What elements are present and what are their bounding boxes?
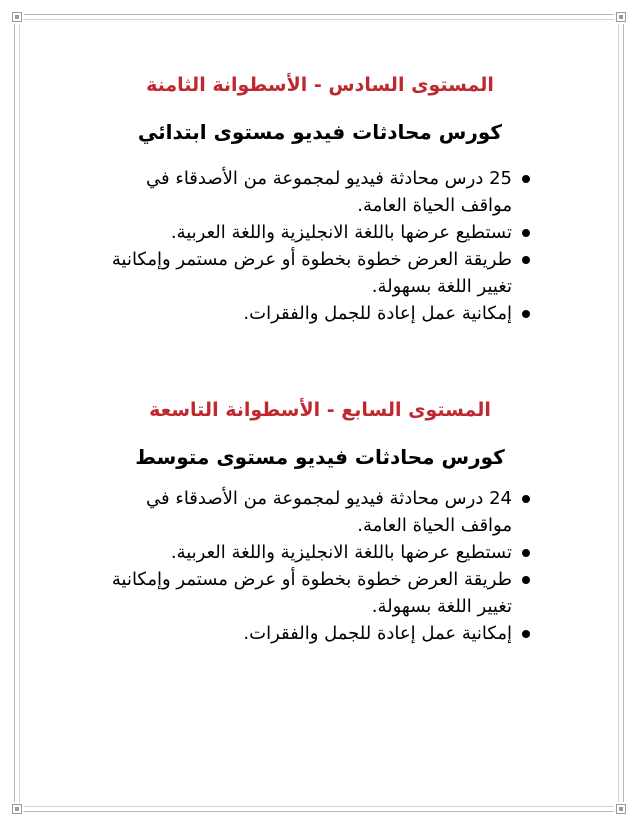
list-item-text: تستطيع عرضها باللغة الانجليزية واللغة العربية. [170,222,512,243]
list-item-text: تستطيع عرضها باللغة الانجليزية واللغة العربية. [170,542,512,563]
bullet-icon [522,549,530,557]
section-title-level-6: المستوى السادس - الأسطوانة الثامنة [146,74,494,96]
list-item-text: طريقة العرض خطوة بخطوة أو عرض مستمر وإمكانية تغيير اللغة بسهولة. [111,569,512,617]
bullet-icon [522,576,530,584]
bullet-icon [522,175,530,183]
bullet-icon [522,495,530,503]
section-title-level-7: المستوى السابع - الأسطوانة التاسعة [149,399,491,421]
list-item-text: إمكانية عمل إعادة للجمل والفقرات. [243,303,512,324]
list-item [110,219,530,246]
bullet-icon [522,256,530,264]
document-body [110,0,530,826]
feature-list-level-7 [110,485,530,647]
corner-ornament-bottom-left [10,802,24,816]
list-item [110,620,530,647]
list-item-text: إمكانية عمل إعادة للجمل والفقرات. [243,623,512,644]
list-item [110,539,530,566]
list-item-text: طريقة العرض خطوة بخطوة أو عرض مستمر وإمكانية تغيير اللغة بسهولة. [111,249,512,297]
corner-ornament-top-right [614,10,628,24]
list-item-text: 24 درس محادثة فيديو لمجموعة من الأصدقاء في مواقف الحياة العامة. [146,488,512,536]
bullet-icon [522,630,530,638]
corner-ornament-bottom-right [614,802,628,816]
bullet-icon [522,229,530,237]
list-item [110,485,530,539]
course-title-intermediate: كورس محادثات فيديو مستوى متوسط [135,445,505,469]
list-item-text: 25 درس محادثة فيديو لمجموعة من الأصدقاء في مواقف الحياة العامة. [146,168,512,216]
list-item [110,300,530,327]
list-item [110,566,530,620]
feature-list-level-6 [110,165,530,327]
bullet-icon [522,310,530,318]
course-title-beginner: كورس محادثات فيديو مستوى ابتدائي [137,120,503,144]
corner-ornament-top-left [10,10,24,24]
list-item [110,246,530,300]
list-item [110,165,530,219]
